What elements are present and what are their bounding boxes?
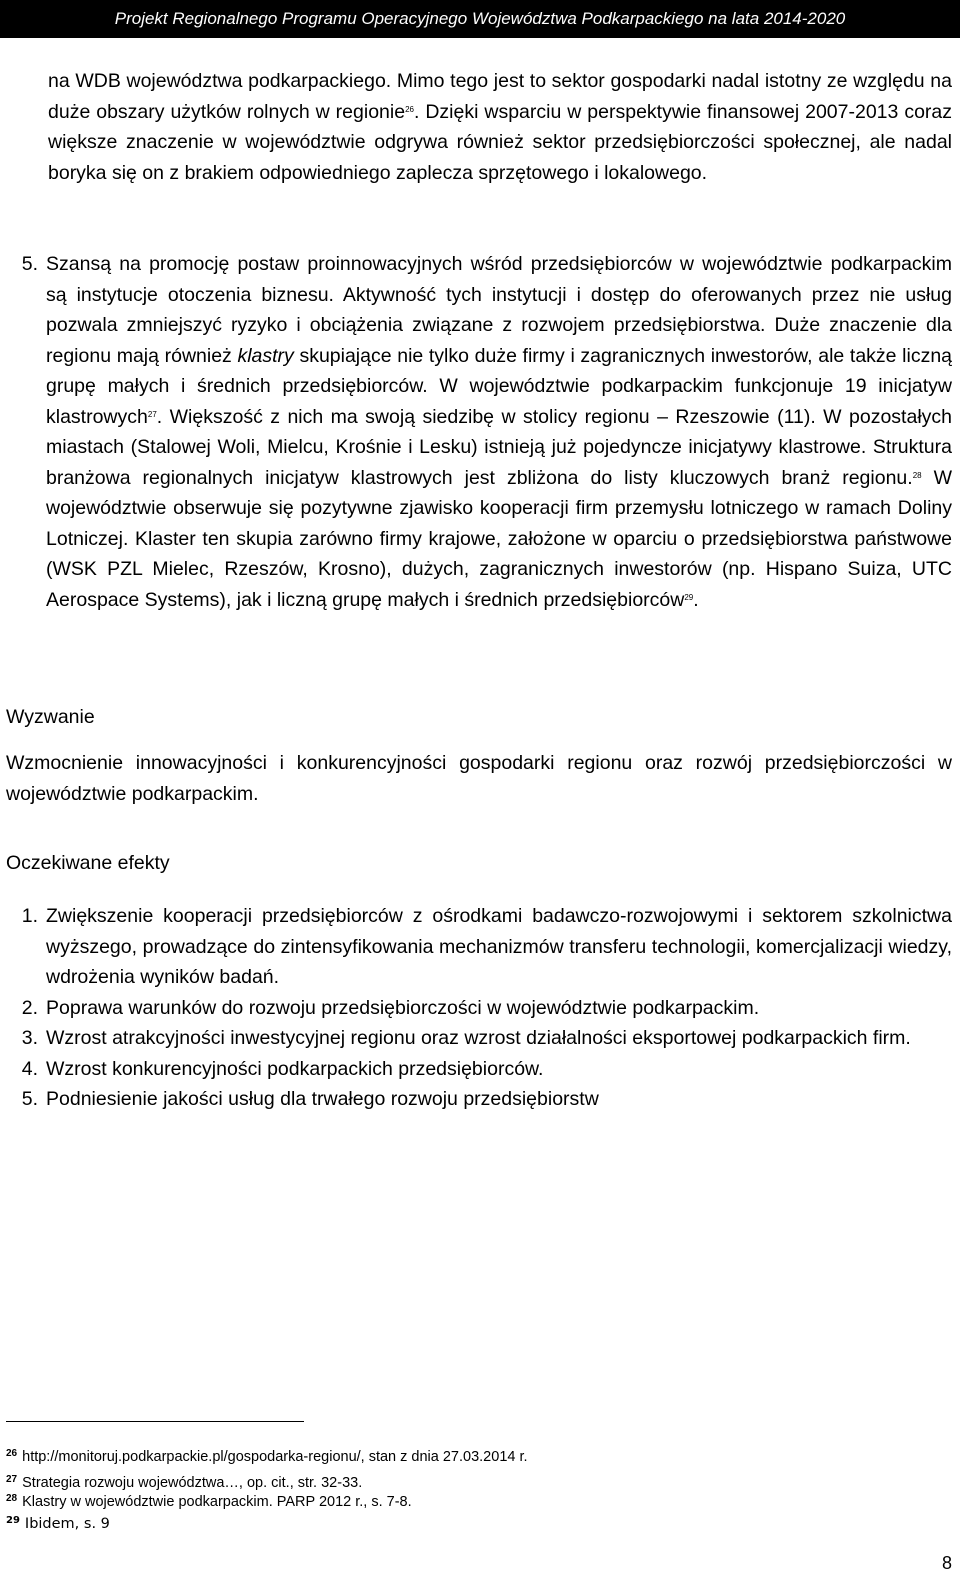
point-5 xyxy=(0,249,960,615)
document-header xyxy=(0,0,960,38)
list-item-text: Podniesienie jakości usług dla trwałego rozwoju przedsiębiorstw xyxy=(46,1088,599,1110)
klastry-term: klastry xyxy=(237,344,294,367)
challenge-section xyxy=(0,706,960,729)
intro-paragraph xyxy=(0,66,960,188)
list-item xyxy=(0,1084,960,1115)
footnote-number: 28 xyxy=(6,1493,18,1504)
list-item-text: Wzrost konkurencyjności podkarpackich przedsiębiorców. xyxy=(46,1057,544,1080)
list-item xyxy=(0,901,960,993)
list-item-number: 2. xyxy=(21,996,38,1019)
point-5-text-part: . xyxy=(693,588,699,611)
list-item xyxy=(0,1054,960,1085)
list-item-text: Poprawa warunków do rozwoju przedsiębiorczości w województwie podkarpackim. xyxy=(46,996,760,1019)
effects-section xyxy=(0,852,960,875)
effects-list xyxy=(0,901,960,1115)
header-title: Projekt Regionalnego Programu Operacyjnego Województwa Podkarpackiego na lata 2014-2020 xyxy=(114,9,846,28)
footnote-text: Klastry w województwie podkarpackim. PARP 2012 r., s. 7-8. xyxy=(22,1494,412,1510)
footnote-link[interactable]: http://monitoruj.podkarpackie.pl/gospodarka-regionu/, stan z dnia 27.03.2014 r. xyxy=(22,1449,528,1465)
footnote-27 xyxy=(6,1474,362,1492)
point-5-text xyxy=(46,249,952,615)
footnote-ref-29[interactable]: 29 xyxy=(684,592,694,602)
challenge-text: Wzmocnienie innowacyjności i konkurencyjności gospodarki regionu oraz rozwój przedsiębiorczości w województwie podkarpackim. xyxy=(6,752,952,805)
point-5-text-part: Szansą na promocję postaw proinnowacyjnych wśród przedsiębiorców w województwie podkarpackim są instytucje otoczenia biznesu. Aktywność tych instytucji i dostęp do oferowanych przez nie usług pozwala zmniejszyć ryzyko i obciążenia związane z rozwojem przedsiębiorstwa. Duże znaczenie dla regionu mają również xyxy=(46,253,952,367)
challenge-body xyxy=(0,748,960,809)
footnote-ref-28[interactable]: 28 xyxy=(912,470,922,480)
footnote-separator xyxy=(6,1421,304,1422)
challenge-heading: Wyzwanie xyxy=(6,706,95,728)
list-item-number: 4. xyxy=(21,1057,38,1080)
footnote-text: Strategia rozwoju województwa…, op. cit., str. 32-33. xyxy=(22,1475,363,1491)
list-item-text: Wzrost atrakcyjności inwestycyjnej regionu oraz wzrost działalności eksportowej podkarpackich firm. xyxy=(46,1027,911,1049)
list-item-text: Zwiększenie kooperacji przedsiębiorców z ośrodkami badawczo-rozwojowymi i sektorem szkolnictwa wyższego, prowadzące do zintensyfikowania mechanizmów transferu technologii, komercjalizacji wiedzy, wdrożenia wyników badań. xyxy=(46,905,952,988)
list-item-number: 3. xyxy=(21,1027,38,1049)
footnote-number: 29 xyxy=(6,1515,20,1526)
footnote-number: 27 xyxy=(6,1474,18,1485)
list-item-number: 5. xyxy=(21,1088,38,1110)
point-5-text-part: skupiające nie tylko duże firmy i zagranicznych inwestorów, ale także liczną grupę małych i średnich przedsiębiorców. W województwie podkarpackim funkcjonuje 19 inicjatyw klastrowych xyxy=(46,344,953,428)
footnote-29 xyxy=(6,1515,110,1533)
list-item-number: 1. xyxy=(21,905,38,927)
list-item xyxy=(0,993,960,1024)
footnote-text: Ibidem, s. 9 xyxy=(24,1516,110,1532)
footnote-number: 26 xyxy=(6,1448,18,1459)
footnote-26 xyxy=(6,1448,528,1466)
footnote-28 xyxy=(6,1493,412,1511)
point-5-text-part: . Większość z nich ma swoją siedzibę w stolicy regionu – Rzeszowie (11). W pozostałych miastach (Stalowej Woli, Mielcu, Krośnie i Lesku) istnieją już pojedyncze inicjatywy klastrowe. Struktura branżowa regionalnych inicjatyw klastrowych jest zbliżona do listy kluczowych branż regionu. xyxy=(46,405,952,489)
intro-text-b: . Dzięki wsparciu w perspektywie finansowej 2007-2013 coraz większe znaczenie w województwie odgrywa również sektor przedsiębiorczości społecznej, ale nadal boryka się on z brakiem odpowiedniego zaplecza sprzętowego i lokalowego. xyxy=(48,100,952,184)
point-5-text-part: W województwie obserwuje się pozytywne zjawisko kooperacji firm przemysłu lotniczego w ramach Doliny Lotniczej. Klaster ten skupia zarówno firmy krajowe, założone w oparciu o przedsiębiorstwa państwowe (WSK PZL Mielec, Rzeszów, Krosno), dużych, zagranicznych inwestorów (np. Hispano Suiza, UTC Aerospace Systems), jak i liczną grupę małych i średnich przedsiębiorców xyxy=(46,466,952,611)
list-item xyxy=(0,1023,960,1054)
footnote-ref-27[interactable]: 27 xyxy=(147,409,157,419)
intro-text-a: na WDB województwa podkarpackiego. Mimo tego jest to sektor gospodarki nadal istotny ze względu na duże obszary użytków rolnych w regionie xyxy=(48,70,952,123)
page-number: 8 xyxy=(941,1553,952,1573)
effects-heading: Oczekiwane efekty xyxy=(6,852,170,874)
point-5-item xyxy=(0,249,960,615)
footnote-ref-26[interactable]: 26 xyxy=(405,104,414,114)
point-5-number: 5. xyxy=(21,253,38,275)
